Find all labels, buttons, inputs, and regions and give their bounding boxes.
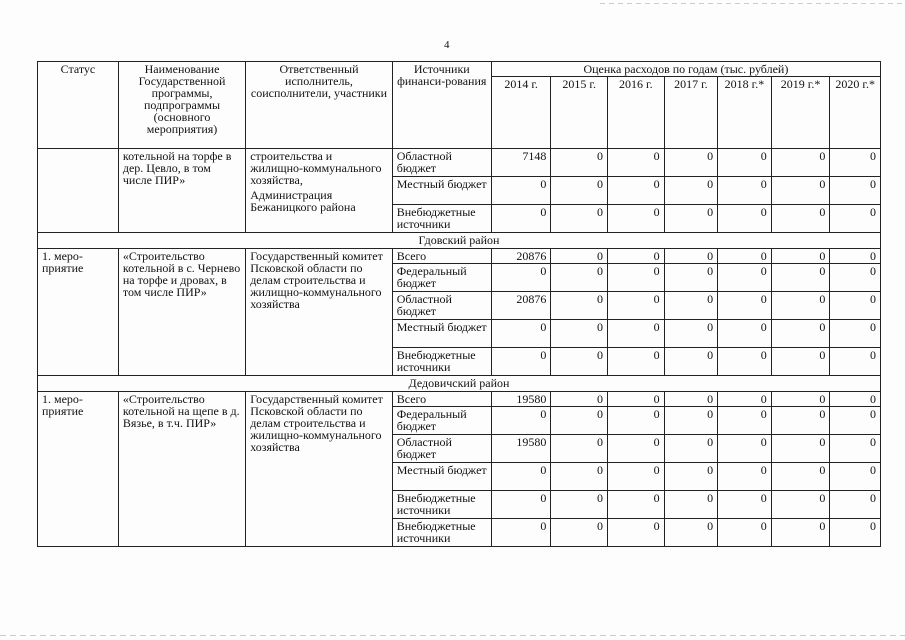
value-cell: 0 xyxy=(718,177,772,205)
value-cell: 0 xyxy=(491,491,551,519)
value-cell: 0 xyxy=(608,392,665,407)
header-year: 2015 г. xyxy=(551,77,608,149)
value-cell: 0 xyxy=(551,149,608,177)
value-cell: 0 xyxy=(771,149,830,177)
value-cell: 0 xyxy=(718,205,772,233)
header-year: 2020 г.* xyxy=(830,77,881,149)
value-cell: 0 xyxy=(551,177,608,205)
value-cell: 0 xyxy=(718,392,772,407)
source-cell: Областной бюджет xyxy=(392,292,491,320)
value-cell: 0 xyxy=(830,149,881,177)
value-cell: 0 xyxy=(718,435,772,463)
program-cell: котельной на торфе в дер. Цевло, в том числе ПИР» xyxy=(118,149,245,233)
budget-table xyxy=(37,61,881,547)
header-year: 2016 г. xyxy=(608,77,665,149)
value-cell: 0 xyxy=(608,435,665,463)
value-cell: 0 xyxy=(830,392,881,407)
value-cell: 0 xyxy=(608,320,665,348)
value-cell: 0 xyxy=(491,205,551,233)
value-cell: 0 xyxy=(551,264,608,292)
header-estimate: Оценка расходов по годам (тыс. рублей) xyxy=(491,62,880,77)
status-cell: 1. меро-приятие xyxy=(38,249,119,376)
value-cell: 0 xyxy=(830,292,881,320)
header-executor: Ответственный исполнитель, соисполнители, участники xyxy=(246,62,393,149)
source-cell: Всего xyxy=(392,249,491,264)
value-cell: 0 xyxy=(491,177,551,205)
value-cell: 0 xyxy=(718,264,772,292)
executor-cell: Государственный комитет Псковской области по делам строительства и жилищно-коммунального хозяйства xyxy=(246,249,393,376)
value-cell: 0 xyxy=(551,519,608,547)
value-cell: 0 xyxy=(608,519,665,547)
page-number: 4 xyxy=(444,39,450,51)
value-cell: 0 xyxy=(664,435,718,463)
status-cell: 1. меро-приятие xyxy=(38,392,119,547)
value-cell: 0 xyxy=(830,177,881,205)
value-cell: 0 xyxy=(551,348,608,376)
table-row xyxy=(38,149,881,177)
value-cell: 0 xyxy=(491,348,551,376)
source-cell: Внебюджетные источники xyxy=(392,491,491,519)
value-cell: 0 xyxy=(830,264,881,292)
source-cell: Всего xyxy=(392,392,491,407)
value-cell: 0 xyxy=(718,463,772,491)
source-cell: Местный бюджет xyxy=(392,177,491,205)
value-cell: 0 xyxy=(608,249,665,264)
executor-cell: Государственный комитет Псковской области по делам строительства и жилищно-коммунального хозяйства xyxy=(246,392,393,547)
value-cell: 0 xyxy=(830,519,881,547)
executor-text: строительства и жилищно-коммунального хозяйства, xyxy=(250,149,382,187)
value-cell: 0 xyxy=(664,249,718,264)
value-cell: 0 xyxy=(718,348,772,376)
value-cell: 0 xyxy=(608,149,665,177)
value-cell: 0 xyxy=(491,519,551,547)
source-cell: Внебюджетные источники xyxy=(392,205,491,233)
value-cell: 7148 xyxy=(491,149,551,177)
value-cell: 0 xyxy=(608,491,665,519)
value-cell: 0 xyxy=(551,249,608,264)
source-cell: Внебюджетные источники xyxy=(392,519,491,547)
header-year: 2017 г. xyxy=(664,77,718,149)
value-cell: 0 xyxy=(830,320,881,348)
budget-table-wrapper xyxy=(37,61,881,547)
value-cell: 0 xyxy=(771,407,830,435)
header-year: 2019 г.* xyxy=(771,77,830,149)
program-cell: «Строительство котельной в с. Чернево на торфе и дровах, в том числе ПИР» xyxy=(118,249,245,376)
program-cell: «Строительство котельной на щепе в д. Вязье, в т.ч. ПИР» xyxy=(118,392,245,547)
value-cell: 0 xyxy=(491,463,551,491)
value-cell: 0 xyxy=(771,463,830,491)
value-cell: 0 xyxy=(608,264,665,292)
value-cell: 0 xyxy=(830,407,881,435)
value-cell: 0 xyxy=(551,292,608,320)
source-cell: Местный бюджет xyxy=(392,463,491,491)
value-cell: 0 xyxy=(771,392,830,407)
header-sources: Источники финанси-рования xyxy=(392,62,491,149)
table-body xyxy=(38,62,881,547)
district-title: Гдовский район xyxy=(38,233,881,249)
value-cell: 0 xyxy=(664,463,718,491)
source-cell: Областной бюджет xyxy=(392,435,491,463)
district-title: Дедовичский район xyxy=(38,376,881,392)
status-cell-empty xyxy=(38,149,119,233)
value-cell: 0 xyxy=(551,463,608,491)
header-program: Наименование Государственной программы, подпрограммы (основного мероприятия) xyxy=(118,62,245,149)
value-cell: 0 xyxy=(771,348,830,376)
value-cell: 0 xyxy=(830,348,881,376)
source-cell: Местный бюджет xyxy=(392,320,491,348)
value-cell: 0 xyxy=(771,320,830,348)
value-cell: 0 xyxy=(664,292,718,320)
value-cell: 0 xyxy=(664,491,718,519)
value-cell: 0 xyxy=(664,519,718,547)
value-cell: 19580 xyxy=(491,435,551,463)
value-cell: 0 xyxy=(718,407,772,435)
header-row xyxy=(38,62,881,77)
value-cell: 0 xyxy=(771,264,830,292)
value-cell: 0 xyxy=(608,292,665,320)
header-year: 2014 г. xyxy=(491,77,551,149)
value-cell: 0 xyxy=(551,491,608,519)
executor-text: Администрация Бежаницкого района xyxy=(250,188,356,214)
value-cell: 20876 xyxy=(491,292,551,320)
value-cell: 0 xyxy=(664,177,718,205)
scan-edge-bottom xyxy=(0,635,905,636)
value-cell: 0 xyxy=(664,348,718,376)
value-cell: 0 xyxy=(718,249,772,264)
value-cell: 0 xyxy=(771,177,830,205)
value-cell: 0 xyxy=(664,407,718,435)
value-cell: 0 xyxy=(608,407,665,435)
source-cell: Федеральный бюджет xyxy=(392,407,491,435)
value-cell: 0 xyxy=(664,205,718,233)
executor-cell xyxy=(246,149,393,233)
table-row xyxy=(38,392,881,407)
value-cell: 0 xyxy=(830,491,881,519)
value-cell: 0 xyxy=(830,463,881,491)
district-row xyxy=(38,233,881,249)
value-cell: 0 xyxy=(830,249,881,264)
value-cell: 0 xyxy=(664,392,718,407)
value-cell: 19580 xyxy=(491,392,551,407)
value-cell: 0 xyxy=(491,264,551,292)
scan-edge-top xyxy=(600,3,905,4)
value-cell: 0 xyxy=(718,149,772,177)
district-row xyxy=(38,376,881,392)
value-cell: 0 xyxy=(718,292,772,320)
source-cell: Федеральный бюджет xyxy=(392,264,491,292)
value-cell: 0 xyxy=(491,320,551,348)
value-cell: 0 xyxy=(771,249,830,264)
value-cell: 0 xyxy=(551,435,608,463)
value-cell: 0 xyxy=(771,205,830,233)
value-cell: 0 xyxy=(830,435,881,463)
value-cell: 0 xyxy=(608,463,665,491)
value-cell: 0 xyxy=(771,292,830,320)
value-cell: 0 xyxy=(771,435,830,463)
value-cell: 0 xyxy=(551,205,608,233)
value-cell: 0 xyxy=(551,320,608,348)
value-cell: 0 xyxy=(491,407,551,435)
value-cell: 0 xyxy=(664,264,718,292)
value-cell: 0 xyxy=(830,205,881,233)
value-cell: 0 xyxy=(771,491,830,519)
header-status: Статус xyxy=(38,62,119,149)
table-row xyxy=(38,249,881,264)
header-year: 2018 г.* xyxy=(718,77,772,149)
value-cell: 0 xyxy=(608,177,665,205)
source-cell: Внебюджетные источники xyxy=(392,348,491,376)
value-cell: 20876 xyxy=(491,249,551,264)
value-cell: 0 xyxy=(718,519,772,547)
value-cell: 0 xyxy=(718,491,772,519)
source-cell: Областной бюджет xyxy=(392,149,491,177)
value-cell: 0 xyxy=(608,205,665,233)
value-cell: 0 xyxy=(718,320,772,348)
value-cell: 0 xyxy=(664,149,718,177)
value-cell: 0 xyxy=(664,320,718,348)
value-cell: 0 xyxy=(608,348,665,376)
value-cell: 0 xyxy=(551,407,608,435)
value-cell: 0 xyxy=(551,392,608,407)
value-cell: 0 xyxy=(771,519,830,547)
